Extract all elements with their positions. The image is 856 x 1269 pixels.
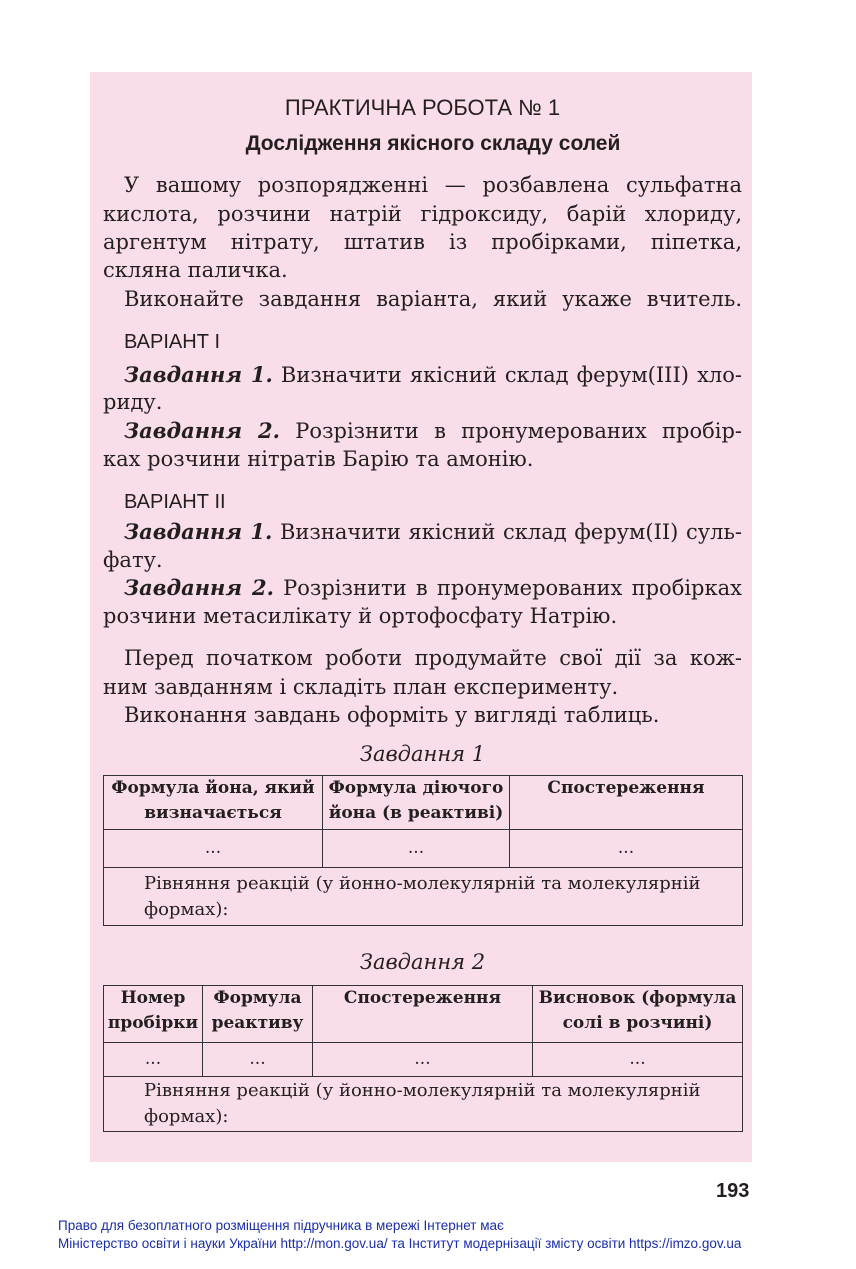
page-number: 193 <box>716 1180 750 1202</box>
table-header: Спостереження <box>313 986 533 1043</box>
page-subtitle: Дослідження якісного складу солей <box>245 132 621 155</box>
variant-1-task-1 <box>124 361 742 389</box>
variant-2-task-1 <box>124 518 742 546</box>
table-cell: ... <box>510 830 743 868</box>
variant-2-label: ВАРІАНТ ІІ <box>124 491 226 513</box>
table-2-caption: Завдання 2 <box>359 950 486 974</box>
table-header: Висновок (формула солі в розчині) <box>533 986 743 1043</box>
table-cell: ... <box>104 1043 203 1077</box>
closing-line: Виконання завдань оформіть у вигляді таблиць. <box>124 703 660 727</box>
intro-line: У вашому розпорядженні — розбавлена сульфатна <box>124 173 742 197</box>
table-header: Формула діючого йона (в реактиві) <box>323 776 510 830</box>
task-lead: Завдання 2. <box>124 575 274 600</box>
variant-1-task-1-cont: риду. <box>103 390 163 414</box>
table-header: Формула йона, який визначається <box>104 776 323 830</box>
table-cell: ... <box>323 830 510 868</box>
footer-line: Право для безоплатного розміщення підручника в мережі Інтернет має <box>58 1218 504 1233</box>
table-cell: ... <box>313 1043 533 1077</box>
task-text: Визначити якісний склад ферум(ІІ) суль- <box>272 520 742 544</box>
closing-line: Перед початком роботи продумайте свої дії за кож- <box>124 646 742 670</box>
table-header: Спостереження <box>510 776 743 830</box>
task-lead: Завдання 1. <box>124 362 273 387</box>
variant-2-task-1-cont: фату. <box>103 548 163 572</box>
intro-line: аргентум нітрату, штатив із пробірками, піпетка, <box>103 230 742 254</box>
variant-2-task-2 <box>124 574 742 602</box>
task-lead: Завдання 1. <box>124 519 273 544</box>
intro-line: Виконайте завдання варіанта, який укаже вчитель. <box>124 287 742 311</box>
variant-2-task-2-cont: розчини метасилікату й ортофосфату Натрію. <box>103 604 618 628</box>
task-lead: Завдання 2. <box>124 418 280 443</box>
equation-cell: Рівняння реакцій (у йонно-молекулярній та молекулярній формах): <box>104 868 743 926</box>
task-text: Розрізнити в пронумерованих пробір- <box>279 419 742 443</box>
variant-1-task-2-cont: ках розчини нітратів Барію та амонію. <box>103 447 534 471</box>
table-2 <box>103 985 743 1132</box>
table-cell: ... <box>533 1043 743 1077</box>
task-text: Визначити якісний склад ферум(ІІІ) хло- <box>272 363 743 387</box>
intro-line: скляна паличка. <box>103 258 288 282</box>
task-text: Розрізнити в пронумерованих пробірках <box>273 576 742 600</box>
table-cell: ... <box>203 1043 313 1077</box>
table-1 <box>103 775 743 926</box>
variant-1-label: ВАРІАНТ І <box>124 331 221 353</box>
table-header: Формула реактиву <box>203 986 313 1043</box>
equation-cell: Рівняння реакцій (у йонно-молекулярній та молекулярній формах): <box>104 1077 743 1132</box>
table-header: Номер пробірки <box>104 986 203 1043</box>
footer-line: Міністерство освіти і науки України http://mon.gov.ua/ та Інститут модернізації змісту освіти https://imzo.gov.ua <box>58 1236 742 1251</box>
variant-1-task-2 <box>124 417 742 445</box>
page-title: ПРАКТИЧНА РОБОТА № 1 <box>284 95 561 120</box>
closing-line: ним завданням і складіть план експерименту. <box>103 675 619 699</box>
table-cell: ... <box>104 830 323 868</box>
table-1-caption: Завдання 1 <box>359 742 486 766</box>
intro-line: кислота, розчини натрій гідроксиду, барій хлориду, <box>103 202 742 226</box>
